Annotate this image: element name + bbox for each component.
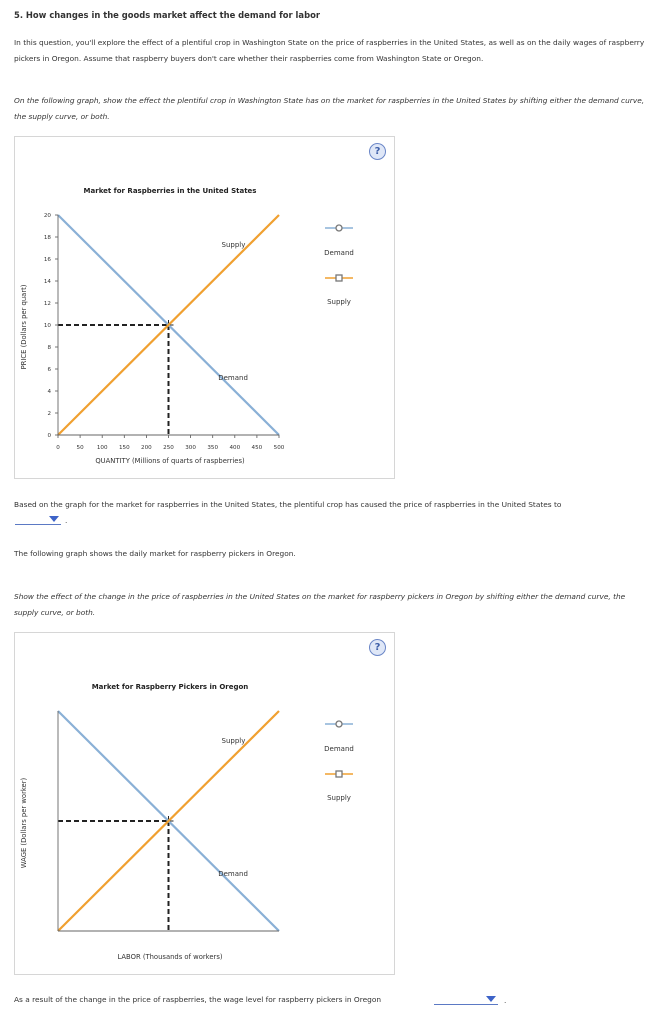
y-tick-label: 6 xyxy=(47,367,51,374)
intro-text: In this question, you'll explore the effect of a plentiful crop in Washington State on the price of raspberries in the United States, as well as on the daily wages of raspberry pickers in Oregon. Assume that raspberry buyers don't care whether their raspberries come from Washington State or Oregon. xyxy=(14,38,645,63)
blank2-sentence: As a result of the change in the price of raspberries, the wage level for raspberry pickers in Oregon xyxy=(14,995,382,1004)
legend-supply-label: Supply xyxy=(327,794,351,802)
x-tick-label: 200 xyxy=(141,445,152,451)
wage-change-dropdown[interactable] xyxy=(434,992,498,1005)
graph2-demand-label: Demand xyxy=(218,870,248,878)
y-tick-label: 18 xyxy=(43,235,51,242)
x-tick-label: 400 xyxy=(229,445,241,451)
x-tick-label: 150 xyxy=(118,445,130,451)
graph2-panel xyxy=(14,632,395,975)
graph1-legend-demand-tool[interactable] xyxy=(324,225,354,257)
y-tick-label: 12 xyxy=(43,301,51,308)
x-tick-label: 50 xyxy=(76,445,84,451)
blank1-period: . xyxy=(65,516,68,525)
blank1-sentence: Based on the graph for the market for raspberries in the United States, the plentiful crop has caused the price of raspberries in the United States to xyxy=(14,500,562,509)
legend-supply-label: Supply xyxy=(327,298,351,306)
graph2-legend-supply-tool[interactable] xyxy=(325,771,353,802)
blank2-period: . xyxy=(504,996,507,1005)
graph2-xlabel: LABOR (Thousands of workers) xyxy=(117,953,223,961)
y-tick-label: 10 xyxy=(43,323,51,330)
graph2-title: Market for Raspberry Pickers in Oregon xyxy=(91,683,249,691)
graph2-supply-label: Supply xyxy=(221,736,246,745)
graph1-ticks xyxy=(44,213,285,451)
instruction-graph1: On the following graph, show the effect the plentiful crop in Washington State has on the market for raspberries in the United States by shifting either the demand curve, the supply curve, or both. xyxy=(14,96,645,121)
price-change-dropdown[interactable] xyxy=(15,512,61,525)
graph1-title: Market for Raspberries in the United States xyxy=(83,187,257,195)
help-icon-2[interactable]: ? xyxy=(369,639,386,656)
y-tick-label: 2 xyxy=(47,411,51,418)
question-title: 5. How changes in the goods market affect the demand for labor xyxy=(14,10,320,20)
graph1-ylabel: PRICE (Dollars per quart) xyxy=(20,284,28,370)
y-tick-label: 20 xyxy=(43,213,51,220)
graph2-legend-demand-tool[interactable] xyxy=(324,721,354,753)
y-tick-label: 14 xyxy=(43,279,51,286)
y-tick-label: 4 xyxy=(47,389,51,396)
legend-supply-square-icon xyxy=(336,771,342,777)
y-tick-label: 8 xyxy=(47,345,51,352)
help-icon[interactable]: ? xyxy=(369,143,386,160)
x-tick-label: 100 xyxy=(96,445,108,451)
graph1-demand-label: Demand xyxy=(218,374,248,382)
x-tick-label: 450 xyxy=(251,445,263,451)
chevron-down-icon xyxy=(49,516,59,522)
legend-demand-label: Demand xyxy=(324,249,354,257)
x-tick-label: 300 xyxy=(185,445,196,451)
graph2-ylabel: WAGE (Dollars per worker) xyxy=(20,777,28,869)
x-tick-label: 0 xyxy=(56,445,60,451)
graph1-panel xyxy=(14,136,395,479)
legend-supply-square-icon xyxy=(336,275,342,281)
x-tick-label: 500 xyxy=(273,445,285,451)
transition-text: The following graph shows the daily market for raspberry pickers in Oregon. xyxy=(14,549,296,558)
legend-demand-circle-icon xyxy=(336,225,342,231)
x-tick-label: 350 xyxy=(207,445,219,451)
instruction-graph2: Show the effect of the change in the price of raspberries in the United States on the market for raspberry pickers in Oregon by shifting either the demand curve, the supply curve, or both. xyxy=(14,592,626,617)
chevron-down-icon xyxy=(486,996,496,1002)
y-tick-label: 0 xyxy=(47,433,51,440)
graph1-supply-label: Supply xyxy=(221,240,246,249)
graph2-svg xyxy=(15,633,394,974)
graph1-legend-supply-tool[interactable] xyxy=(325,275,353,306)
legend-demand-circle-icon xyxy=(336,721,342,727)
y-tick-label: 16 xyxy=(43,257,51,264)
graph1-xlabel: QUANTITY (Millions of quarts of raspberries) xyxy=(95,457,245,465)
x-tick-label: 250 xyxy=(163,445,174,451)
graph1-svg xyxy=(15,137,394,478)
legend-demand-label: Demand xyxy=(324,745,354,753)
